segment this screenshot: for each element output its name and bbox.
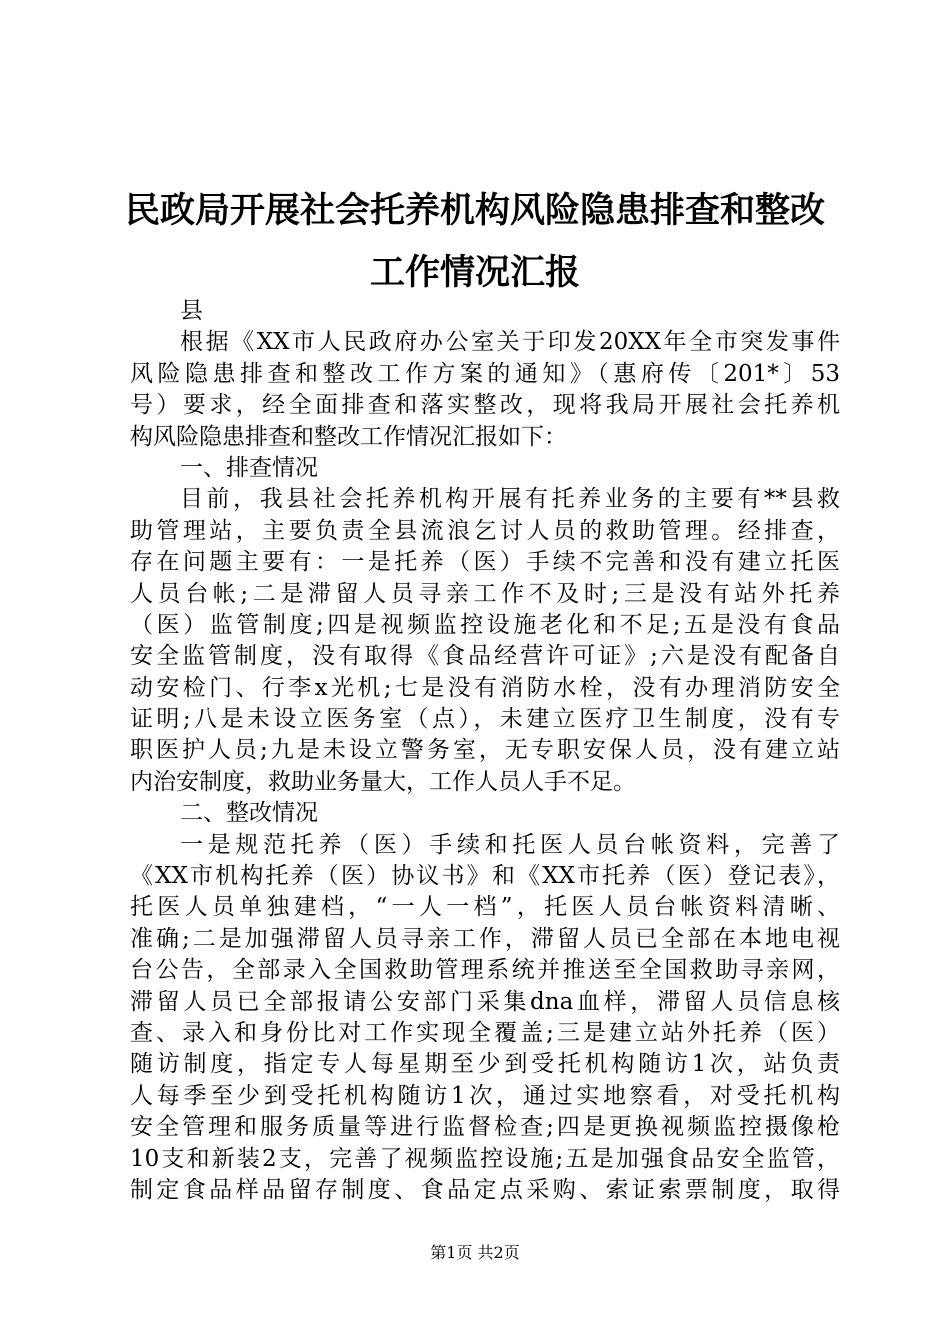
text-line: 台公告，全部录入全国救助管理系统并推送至全国救助寻亲网，	[130, 957, 840, 984]
text-line: 构风险隐患排查和整改工作情况汇报如下：	[130, 423, 567, 450]
salutation-line: 县	[180, 298, 203, 324]
text-line: 一是规范托养（医）手续和托医人员台帐资料，完善了	[180, 831, 840, 858]
text-line: 人员台帐;二是滞留人员寻亲工作不及时;三是没有站外托养	[130, 580, 840, 607]
document-body	[130, 296, 840, 1206]
text-line: 证明;八是未设立医务室（点），未建立医疗卫生制度，没有专	[130, 706, 840, 733]
text-line: 目前，我县社会托养机构开展有托养业务的主要有**县救	[180, 486, 840, 513]
text-line: 滞留人员已全部报请公安部门采集dna血样，滞留人员信息核	[130, 988, 840, 1015]
text-line: 助管理站，主要负责全县流浪乞讨人员的救助管理。经排查，	[130, 517, 840, 544]
text-line: 托医人员单独建档，“一人一档”，托医人员台帐资料清晰、	[130, 894, 840, 921]
text-line: 《XX市机构托养（医）协议书》和《XX市托养（医）登记表》，	[130, 863, 840, 890]
text-line: 内治安制度，救助业务量大，工作人员人手不足。	[130, 768, 636, 795]
text-line: 职医护人员;九是未设立警务室，无专职安保人员，没有建立站	[130, 737, 840, 764]
text-line: 风险隐患排查和整改工作方案的通知》（惠府传〔201*〕53	[130, 360, 840, 387]
text-line: 根据《XX市人民政府办公室关于印发20XX年全市突发事件	[180, 329, 840, 356]
text-line: 存在问题主要有：一是托养（医）手续不完善和没有建立托医	[130, 549, 840, 576]
text-line: 准确;二是加强滞留人员寻亲工作，滞留人员已全部在本地电视	[130, 925, 840, 952]
text-line: （医）监管制度;四是视频监控设施老化和不足;五是没有食品	[130, 611, 840, 638]
text-line: 人每季至少到受托机构随访1次，通过实地察看，对受托机构	[130, 1082, 840, 1109]
section-heading-rectification: 二、整改情况	[180, 800, 318, 827]
document-title-line-2: 工作情况汇报	[369, 253, 580, 293]
text-line: 安全监管制度，没有取得《食品经营许可证》;六是没有配备自	[130, 643, 840, 670]
document-title-line-1: 民政局开展社会托养机构风险隐患排查和整改	[124, 191, 825, 231]
page-number-footer: 第1页 共2页	[430, 1243, 520, 1262]
text-line: 查、录入和身份比对工作实现全覆盖;三是建立站外托养（医）	[130, 1019, 840, 1046]
text-line: 10支和新装2支，完善了视频监控设施;五是加强食品安全监管，	[130, 1145, 840, 1172]
section-heading-investigation: 一、排查情况	[180, 454, 318, 481]
text-line: 制定食品样品留存制度、食品定点采购、索证索票制度，取得	[130, 1176, 840, 1203]
text-line: 随访制度，指定专人每星期至少到受托机构随访1次，站负责	[130, 1051, 840, 1078]
text-line: 号）要求，经全面排查和落实整改，现将我局开展社会托养机	[130, 392, 840, 419]
text-line: 安全管理和服务质量等进行监督检查;四是更换视频监控摄像枪	[130, 1114, 840, 1141]
text-line: 动安检门、行李x光机;七是没有消防水栓，没有办理消防安全	[130, 674, 840, 701]
